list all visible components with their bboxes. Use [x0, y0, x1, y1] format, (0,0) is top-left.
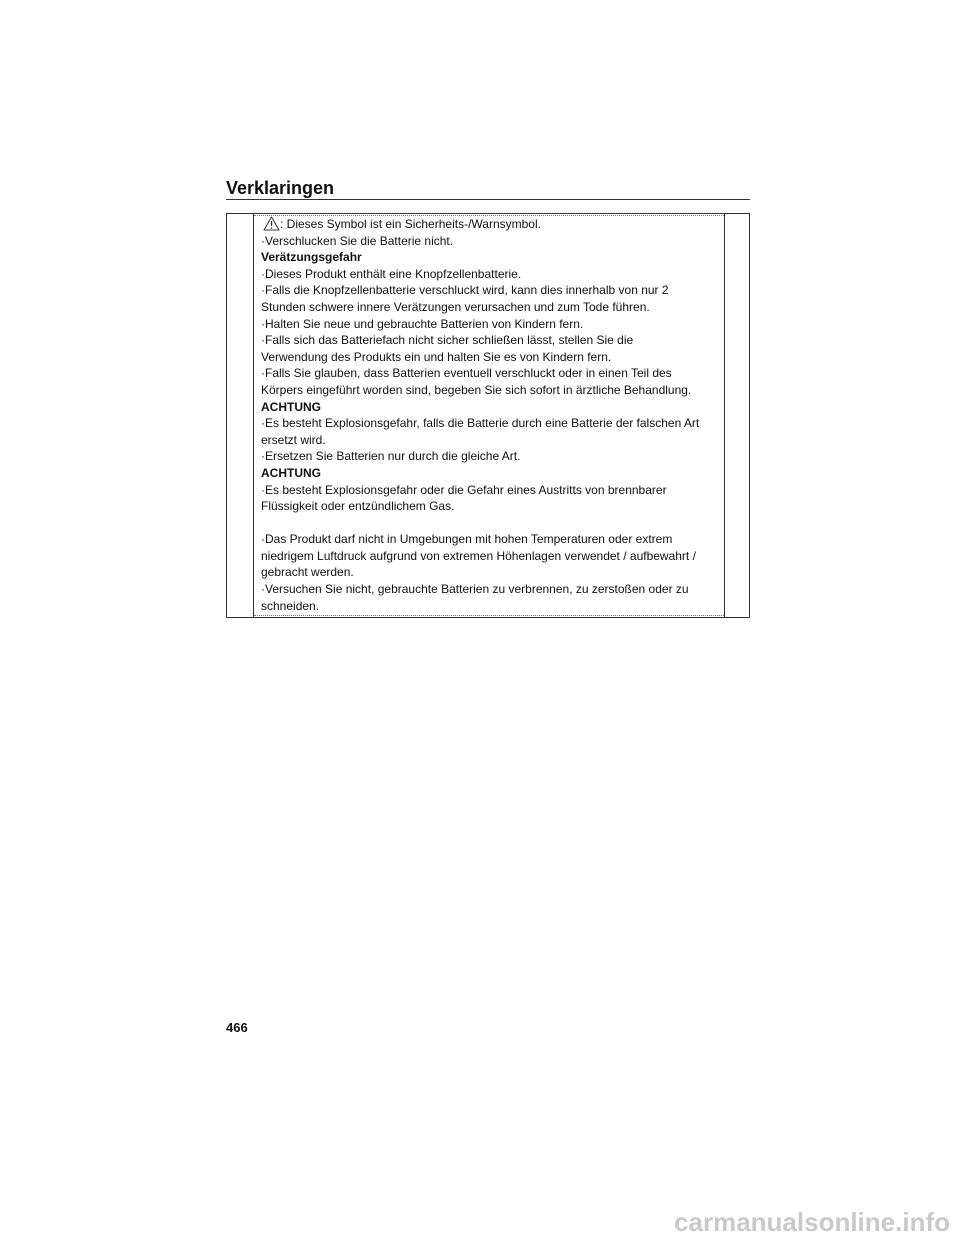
box-divider-left — [253, 214, 254, 617]
notice-line: gebracht werden. — [261, 565, 354, 580]
watermark: carmanualsonline.info — [674, 1207, 950, 1237]
notice-heading: ACHTUNG — [261, 399, 321, 414]
notice-line: ·Ersetzen Sie Batterien nur durch die gleiche Art. — [261, 449, 521, 464]
notice-line: ·Es besteht Explosionsgefahr oder die Gefahr eines Austritts von brennbarer — [261, 482, 667, 497]
notice-line: ersetzt wird. — [261, 432, 326, 447]
notice-line: ·Dieses Produkt enthält eine Knopfzellenbatterie. — [261, 266, 522, 281]
notice-line: niedrigem Luftdruck aufgrund von extremen Höhenlagen verwendet / aufbewahrt / — [261, 548, 696, 563]
notice-line: ·Halten Sie neue und gebrauchte Batterien von Kindern fern. — [261, 316, 584, 331]
paragraph-spacer — [261, 515, 719, 532]
notice-line: Körpers eingeführt worden sind, begeben Sie sich sofort in ärztliche Behandlung. — [261, 382, 692, 397]
notice-line: ·Das Produkt darf nicht in Umgebungen mit hohen Temperaturen oder extrem — [261, 532, 673, 547]
notice-line: schneiden. — [261, 598, 320, 613]
box-divider-right — [724, 214, 725, 617]
symbol-explanation-text: : Dieses Symbol ist ein Sicherheits-/Warnsymbol. — [280, 217, 541, 231]
page-number: 466 — [226, 1020, 248, 1035]
notice-line: ·Versuchen Sie nicht, gebrauchte Batterien zu verbrennen, zu zerstoßen oder zu — [261, 582, 689, 597]
notice-line: ·Falls Sie glauben, dass Batterien eventuell verschluckt oder in einen Teil des — [261, 366, 672, 381]
notice-line: ·Es besteht Explosionsgefahr, falls die Batterie durch eine Batterie der falschen Art — [261, 416, 700, 431]
notice-heading: Verätzungsgefahr — [261, 250, 362, 265]
box-dotted-bottom — [254, 615, 724, 616]
notice-line: ·Falls sich das Batteriefach nicht sicher schließen lässt, stellen Sie die — [261, 333, 634, 348]
warning-triangle-icon — [263, 216, 280, 231]
notice-line: ·Falls die Knopfzellenbatterie verschluckt wird, kann dies innerhalb von nur 2 — [261, 283, 669, 298]
battery-warning-text — [261, 216, 719, 614]
notice-line: Flüssigkeit oder entzündlichem Gas. — [261, 499, 455, 514]
notice-heading: ACHTUNG — [261, 465, 321, 480]
notice-line: ·Verschlucken Sie die Batterie nicht. — [261, 233, 454, 248]
section-title: Verklaringen — [226, 178, 335, 198]
symbol-explanation-line — [261, 216, 719, 233]
notice-line: Stunden schwere innere Verätzungen verursachen und zum Tode führen. — [261, 299, 650, 314]
notice-line: Verwendung des Produkts ein und halten Sie es von Kindern fern. — [261, 349, 612, 364]
section-title-rule — [226, 199, 750, 200]
